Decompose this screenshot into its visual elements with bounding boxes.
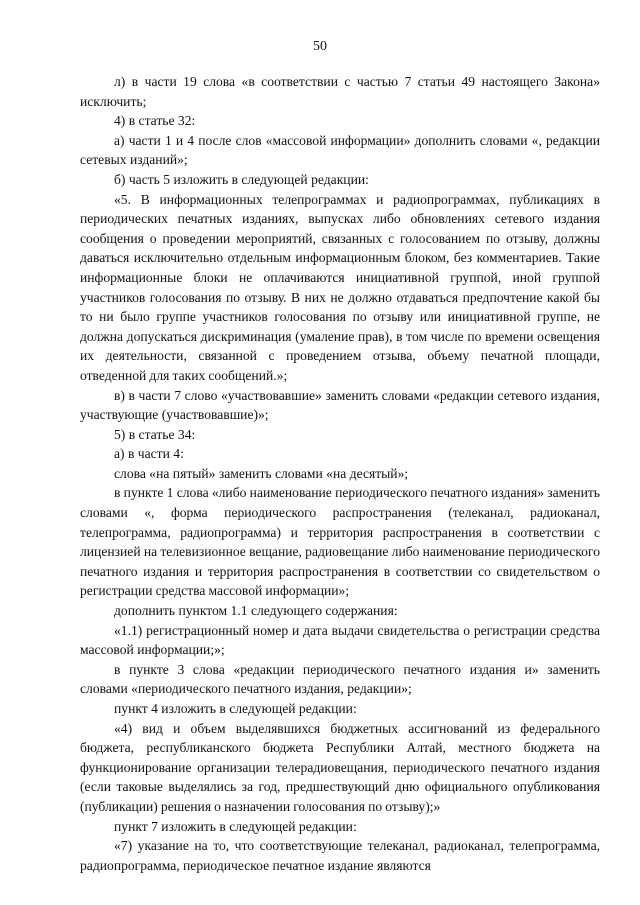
- paragraph-11: дополнить пунктом 1.1 следующего содержания:: [114, 603, 398, 619]
- paragraph-8: а) в части 4:: [114, 446, 184, 462]
- paragraph-17: «7) указание на то, что соответствующие телеканал, радиоканал, телепрограмма, радиопрограмма, периодическое печатное издание являются: [80, 838, 600, 873]
- paragraph-13: в пункте 3 слова «редакции периодического печатного издания и» заменить словами «периодического печатного издания, редакции»;: [80, 661, 600, 697]
- paragraph-3: а) части 1 и 4 после слов «массовой информации» дополнить словами «, редакции сетевых изданий»;: [80, 132, 600, 168]
- paragraph-12: «1.1) регистрационный номер и дата выдачи свидетельства о регистрации средства массовой информации;»;: [80, 622, 600, 658]
- paragraph-15: «4) вид и объем выделявшихся бюджетных ассигнований из федерального бюджета, республиканского бюджета Республики Алтай, местного бюджета на функционирование организации телерадиовещания, периодического печатного издания (если таковые выделялись за год, предшествующий дню официального опубликования (публикации) решения о назначении голосования по отзыву);»: [80, 720, 600, 814]
- paragraph-14: пункт 4 изложить в следующей редакции:: [114, 701, 357, 716]
- paragraph-16: пункт 7 изложить в следующей редакции:: [114, 818, 357, 834]
- page-body: [80, 72, 600, 875]
- paragraph-10: в пункте 1 слова «либо наименование периодического печатного издания» заменить словами «, форма периодического распространения (телеканал, радиоканал, телепрограмма, радиопрограмма) и территория распространения в соответствии с лицензией на телевизионное вещание, радиовещание либо наименование периодического печатного издания и территория распространения в соответствии со свидетельством о регистрации средства массовой информации»;: [80, 485, 600, 599]
- paragraph-6: в) в части 7 слово «участвовавшие» заменить словами «редакции сетевого издания, участвующие (участвовавшие)»;: [80, 387, 600, 423]
- paragraph-2: 4) в статье 32:: [114, 113, 196, 129]
- paragraph-5: «5. В информационных телепрограммах и радиопрограммах, публикациях в периодических печатных изданиях, выпусках либо обновлениях сетевого издания сообщения о проведении мероприятий, связанных с голосованием по отзыву, должны даваться исключительно отдельным информационным блоком, без комментариев. Такие информационные блоки не оплачиваются инициативной группой, иной группой участников голосования по отзыву. В них не должно отдаваться предпочтение какой бы то ни было группе участников голосования по отзыву или инициативной группе, не должна допускаться дискриминация (умаление прав), в том числе по времени освещения их деятельности, связанной с проведением отзыва, объему печатной площади, отведенной для таких сообщений.»;: [80, 191, 600, 383]
- paragraph-7: 5) в статье 34:: [114, 426, 196, 442]
- page-number: 50: [313, 39, 327, 54]
- paragraph-4: б) часть 5 изложить в следующей редакции:: [114, 171, 369, 187]
- paragraph-9: слова «на пятый» заменить словами «на десятый»;: [114, 465, 409, 481]
- paragraph-1: л) в части 19 слова «в соответствии с частью 7 статьи 49 настоящего Закона» исключить;: [80, 74, 600, 109]
